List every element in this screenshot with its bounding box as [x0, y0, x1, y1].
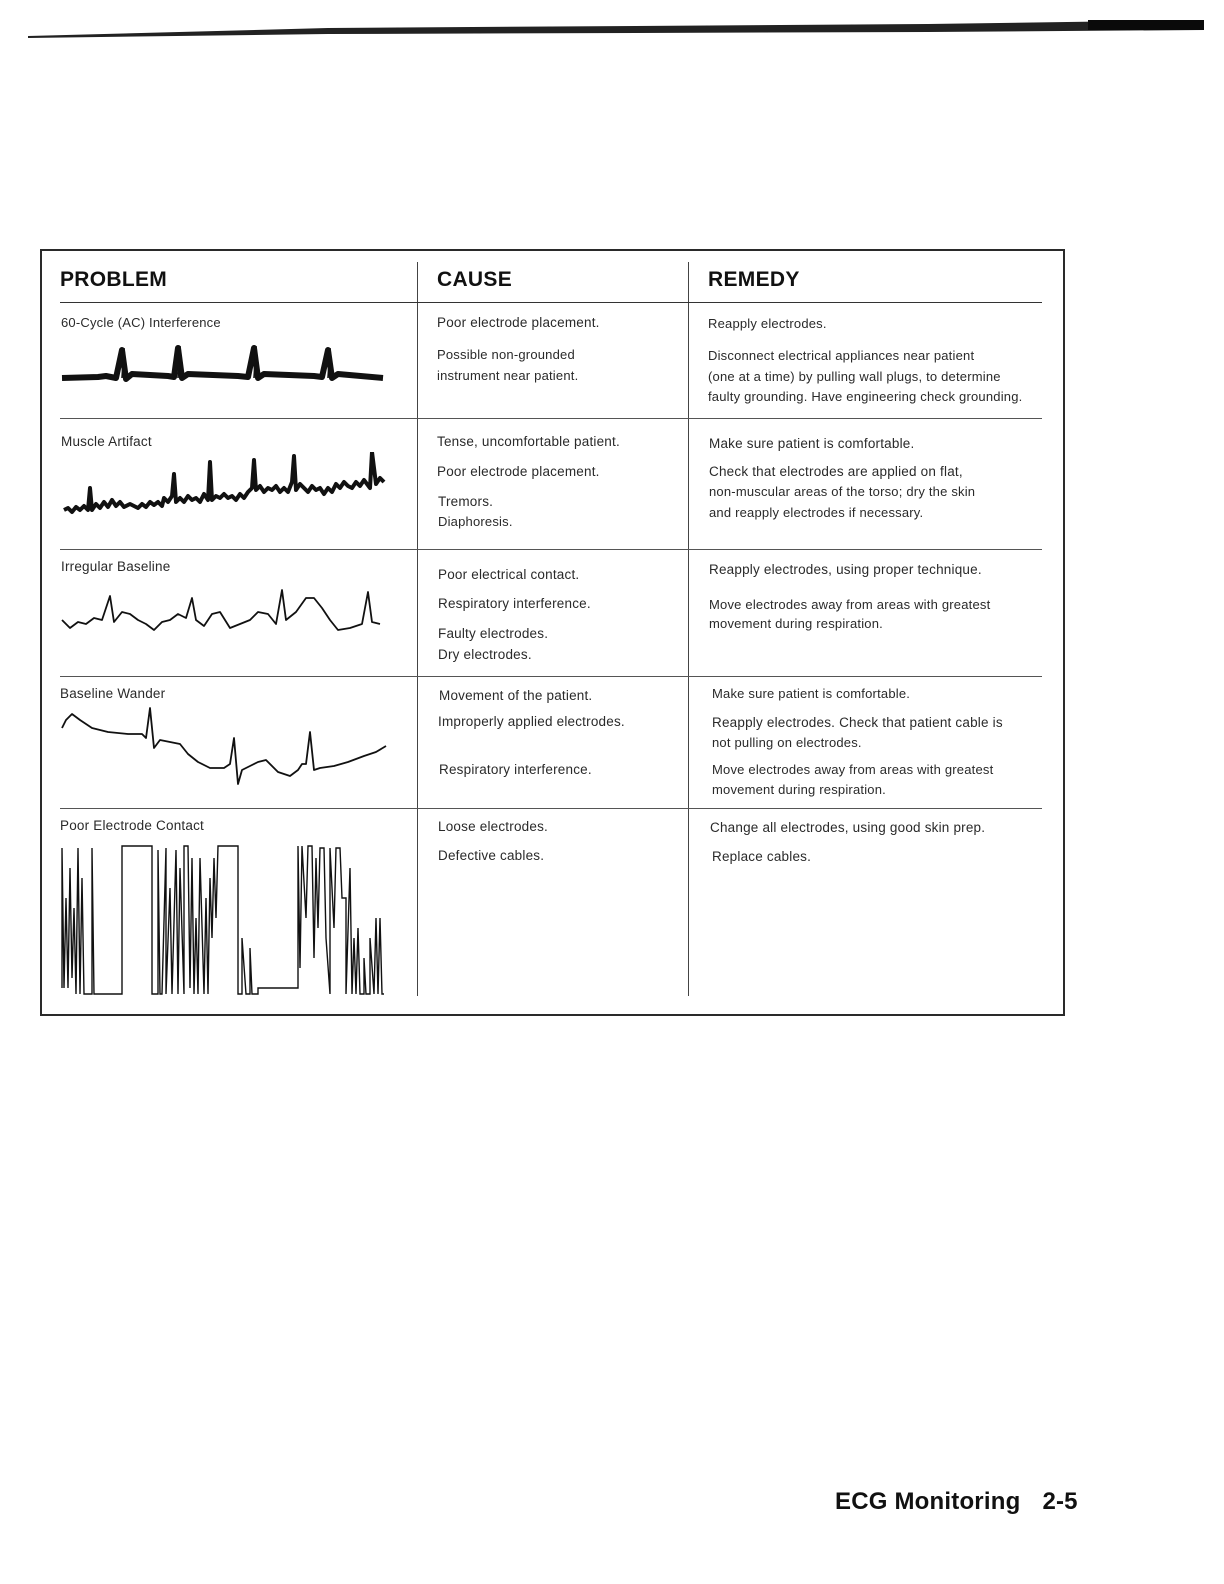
remedy-line: Reapply electrodes, using proper technique. — [709, 562, 982, 577]
cause-line: Possible non-grounded — [437, 347, 575, 362]
problem-label: Muscle Artifact — [61, 434, 152, 449]
remedy-line: Replace cables. — [712, 849, 812, 864]
remedy-line: (one at a time) by pulling wall plugs, to determine — [708, 369, 1001, 384]
cause-line: Respiratory interference. — [438, 596, 591, 611]
cause-line: Diaphoresis. — [438, 514, 513, 529]
header-problem: PROBLEM — [60, 268, 168, 291]
cause-line: Tense, uncomfortable patient. — [437, 434, 620, 449]
remedy-line: and reapply electrodes if necessary. — [709, 505, 924, 520]
problem-label: 60-Cycle (AC) Interference — [61, 315, 221, 330]
cause-line: Improperly applied electrodes. — [438, 714, 625, 729]
row-divider — [60, 549, 1042, 550]
cause-line: Defective cables. — [438, 848, 545, 863]
column-divider — [688, 262, 689, 996]
cause-line: Faulty electrodes. — [438, 626, 549, 641]
problem-label: Irregular Baseline — [61, 559, 171, 574]
remedy-line: movement during respiration. — [712, 782, 886, 797]
header-rule — [28, 18, 1204, 40]
remedy-line: not pulling on electrodes. — [712, 735, 862, 750]
cause-line: Tremors. — [438, 494, 494, 509]
remedy-line: Move electrodes away from areas with greatest — [709, 597, 991, 612]
cause-line: Dry electrodes. — [438, 647, 532, 662]
cause-line: Poor electrical contact. — [438, 567, 580, 582]
problem-label: Baseline Wander — [60, 686, 166, 701]
muscle-artifact-waveform — [60, 452, 390, 520]
remedy-line: Reapply electrodes. — [708, 316, 827, 331]
problem-label: Poor Electrode Contact — [60, 818, 204, 833]
cause-line: Poor electrode placement. — [437, 464, 600, 479]
cause-line: instrument near patient. — [437, 368, 579, 383]
ac-interference-waveform — [58, 344, 388, 392]
remedy-line: Make sure patient is comfortable. — [712, 686, 911, 701]
section-title: ECG Monitoring — [835, 1488, 1021, 1515]
remedy-line: Disconnect electrical appliances near patient — [708, 348, 975, 363]
row-divider — [60, 676, 1042, 677]
remedy-line: Reapply electrodes. Check that patient cable is — [712, 715, 1003, 730]
header-underline — [60, 302, 1042, 303]
cause-line: Poor electrode placement. — [437, 315, 600, 330]
cause-line: Movement of the patient. — [439, 688, 593, 703]
remedy-line: Check that electrodes are applied on flat, — [709, 464, 963, 479]
page-number: 2-5 — [1042, 1488, 1078, 1515]
row-divider — [60, 808, 1042, 809]
remedy-line: Change all electrodes, using good skin prep. — [710, 820, 986, 835]
remedy-line: non-muscular areas of the torso; dry the skin — [709, 484, 976, 499]
irregular-baseline-waveform — [58, 584, 388, 636]
page-footer — [835, 1488, 1078, 1516]
header-cause: CAUSE — [437, 268, 513, 291]
baseline-wander-waveform — [58, 706, 388, 788]
remedy-line: Move electrodes away from areas with greatest — [712, 762, 994, 777]
remedy-line: faulty grounding. Have engineering check grounding. — [708, 389, 1023, 404]
row-divider — [60, 418, 1042, 419]
cause-line: Loose electrodes. — [438, 819, 548, 834]
poor-electrode-contact-waveform — [58, 838, 388, 998]
cause-line: Respiratory interference. — [439, 762, 592, 777]
remedy-line: Make sure patient is comfortable. — [709, 436, 915, 451]
remedy-line: movement during respiration. — [709, 616, 883, 631]
column-divider — [417, 262, 418, 996]
header-remedy: REMEDY — [708, 268, 800, 291]
